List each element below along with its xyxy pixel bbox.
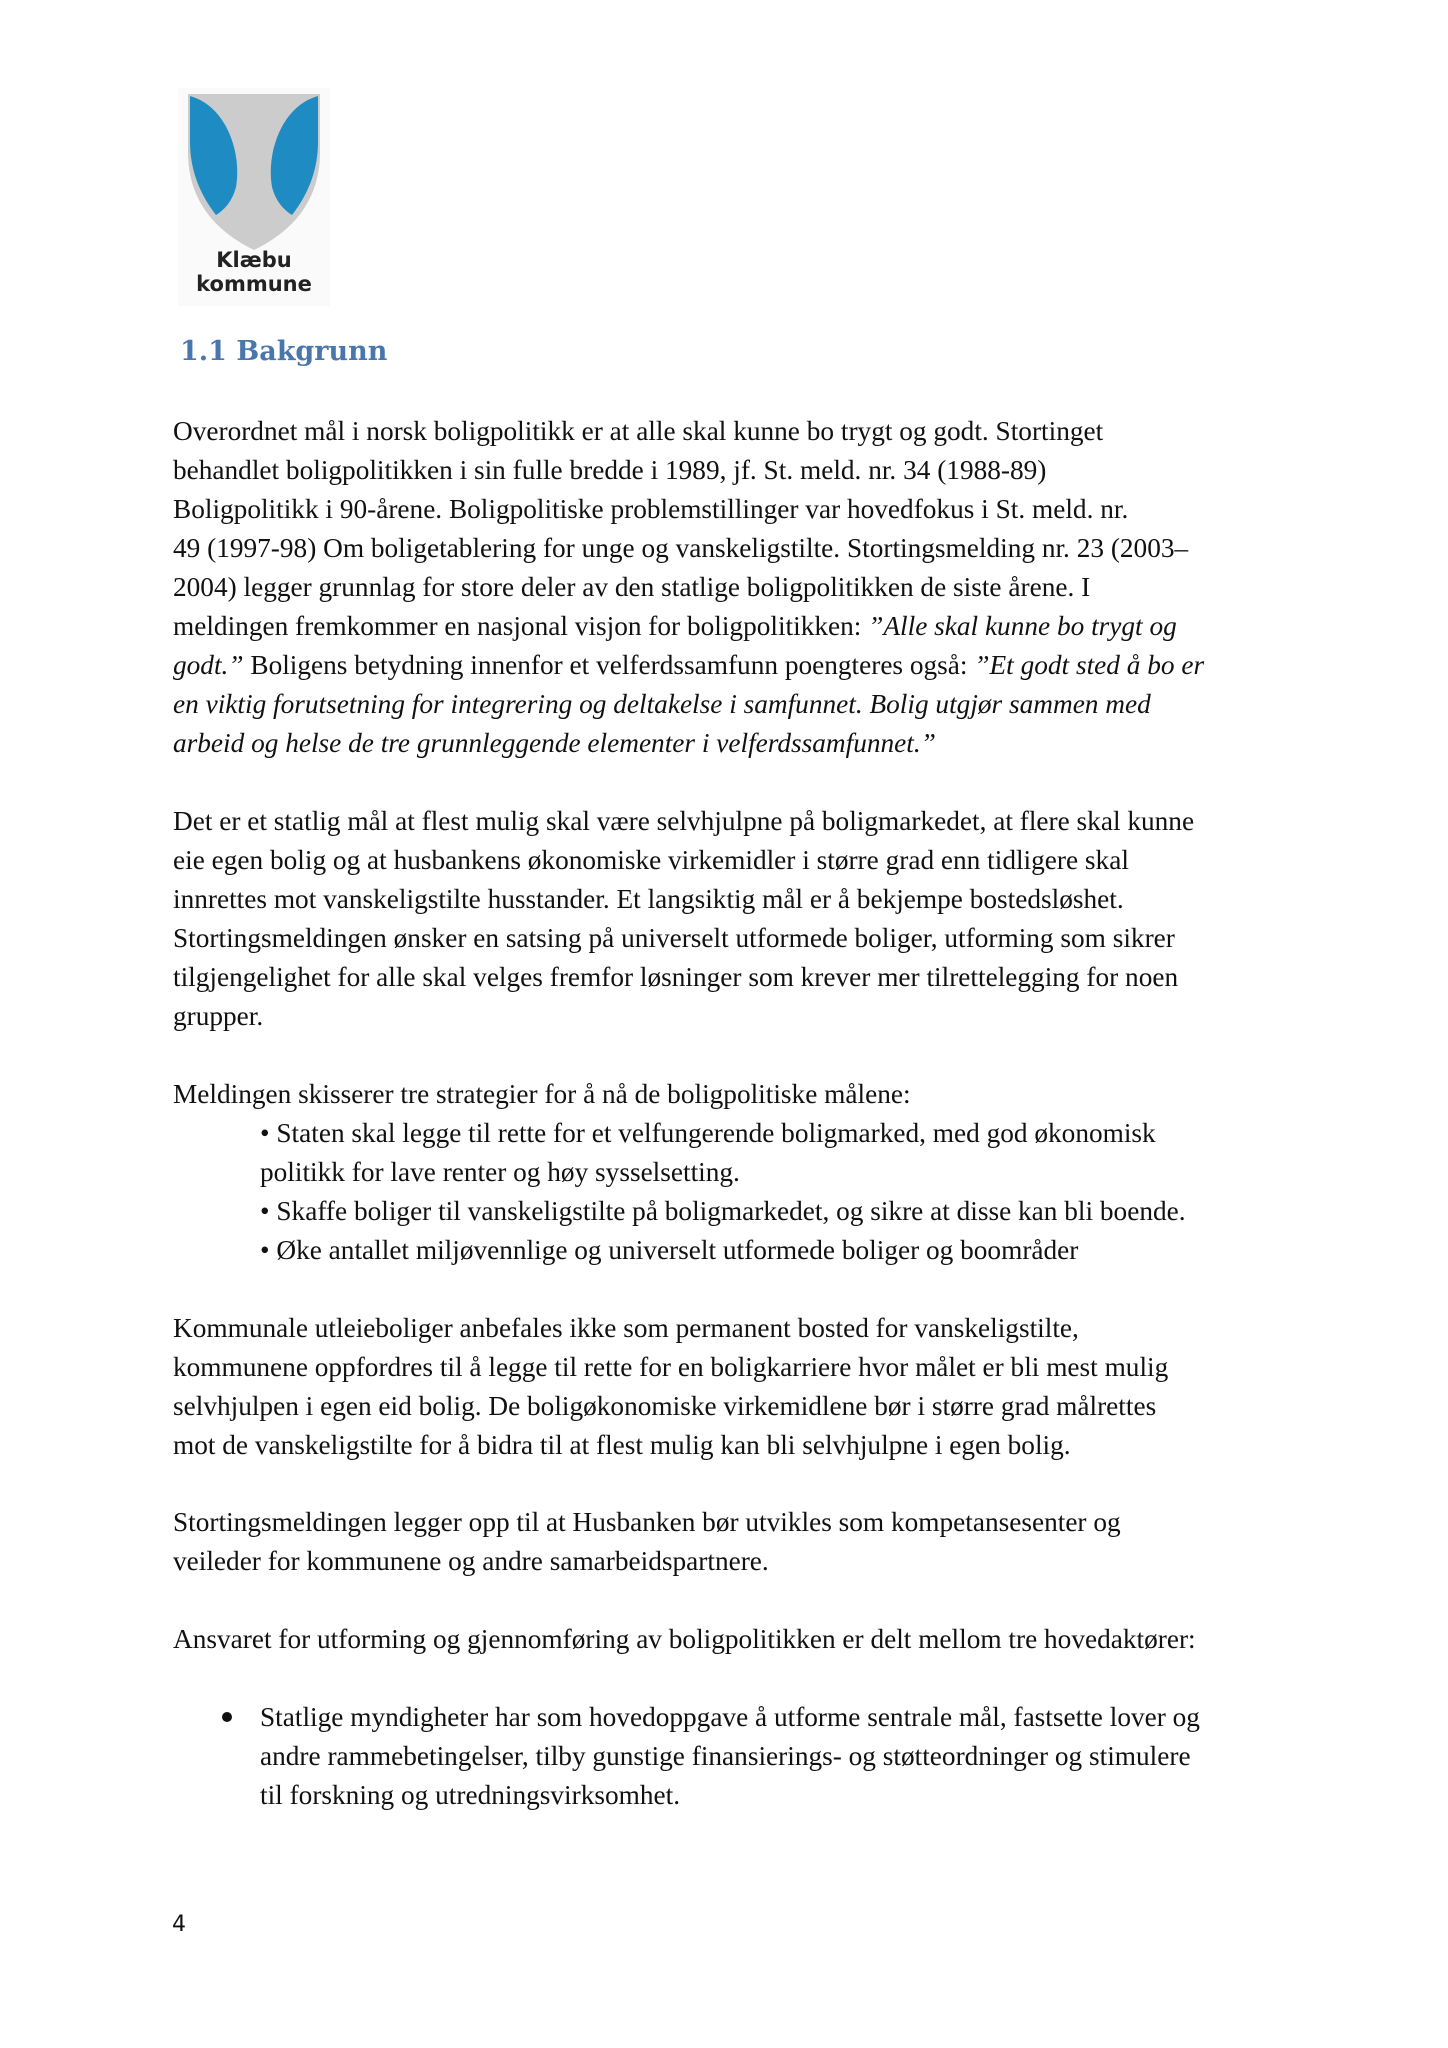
paragraph-state-goals <box>173 802 1194 1036</box>
text-line: 49 (1997-98) Om boligetablering for unge og vanskeligstilte. Stortingsmelding nr. 23 (2003– <box>173 533 1189 563</box>
text-line: andre rammebetingelser, tilby gunstige finansierings- og støtteordninger og stimulere <box>260 1741 1191 1771</box>
text-line: veileder for kommunene og andre samarbeidspartnere. <box>173 1546 769 1576</box>
quote-text: ”Alle skal kunne bo trygt og <box>868 611 1177 641</box>
paragraph-municipal-housing <box>173 1309 1168 1465</box>
strategy-item: • Staten skal legge til rette for et velfungerende boligmarked, med god økonomisk <box>260 1118 1156 1148</box>
text-line: Boligpolitikk i 90-årene. Boligpolitiske problemstillinger var hovedfokus i St. meld. nr. <box>173 494 1129 524</box>
text-span: meldingen fremkommer en nasjonal visjon for boligpolitikken: <box>173 611 869 641</box>
quote-line: arbeid og helse de tre grunnleggende elementer i velferdssamfunnet.” <box>173 728 936 758</box>
text-line: innrettes mot vanskeligstilte husstander. Et langsiktig mål er å bekjempe bostedsløshet. <box>173 884 1124 914</box>
text-line: Overordnet mål i norsk boligpolitikk er at alle skal kunne bo trygt og godt. Stortinget <box>173 416 1104 446</box>
text-line: Ansvaret for utforming og gjennomføring av boligpolitikken er delt mellom tre hovedaktører: <box>173 1624 1196 1654</box>
strategies-intro <box>173 1075 911 1114</box>
text-line: eie egen bolig og at husbankens økonomiske virkemidler i større grad enn tidligere skal <box>173 845 1129 875</box>
text-line: Statlige myndigheter har som hovedoppgave å utforme sentrale mål, fastsette lover og <box>260 1702 1200 1732</box>
strategy-item: • Øke antallet miljøvennlige og universelt utformede boliger og boområder <box>260 1235 1079 1265</box>
strategies-list <box>260 1114 1186 1270</box>
paragraph-husbanken <box>173 1503 1121 1581</box>
quote-line: en viktig forutsetning for integrering og deltakelse i samfunnet. Bolig utgjør sammen med <box>173 689 1151 719</box>
text-line: Meldingen skisserer tre strategier for å nå de boligpolitiske målene: <box>173 1079 911 1109</box>
bullet-icon <box>222 1712 232 1722</box>
text-line: Stortingsmeldingen legger opp til at Husbanken bør utvikles som kompetansesenter og <box>173 1507 1121 1537</box>
text-line: tilgjengelighet for alle skal velges fremfor løsninger som krever mer tilrettelegging for noen <box>173 962 1179 992</box>
quote-text: godt.” <box>173 650 244 680</box>
logo-text-klaebu: Klæbu <box>216 248 292 272</box>
logo-text-kommune: kommune <box>196 272 312 296</box>
paragraph-responsibility <box>173 1620 1196 1659</box>
text-line <box>173 646 1204 685</box>
text-line: til forskning og utredningsvirksomhet. <box>260 1780 681 1810</box>
quote-text: ”Et godt sted å bo er <box>974 650 1205 680</box>
text-line: 2004) legger grunnlag for store deler av den statlige boligpolitikken de siste årene. I <box>173 572 1091 602</box>
text-line: mot de vanskeligstilte for å bidra til at flest mulig kan bli selvhjulpne i egen bolig. <box>173 1430 1071 1460</box>
actors-list-item <box>260 1698 1200 1815</box>
page-number: 4 <box>172 1912 186 1937</box>
paragraph-background <box>173 412 1204 763</box>
strategy-item-continuation: politikk for lave renter og høy sysselsetting. <box>260 1157 740 1187</box>
text-span: Boligens betydning innenfor et velferdssamfunn poengteres også: <box>243 650 975 680</box>
text-line: Kommunale utleieboliger anbefales ikke som permanent bosted for vanskeligstilte, <box>173 1313 1079 1343</box>
text-line: Det er et statlig mål at flest mulig skal være selvhjulpne på boligmarkedet, at flere skal kunne <box>173 806 1195 836</box>
text-line: behandlet boligpolitikken i sin fulle bredde i 1989, jf. St. meld. nr. 34 (1988-89) <box>173 455 1047 485</box>
strategy-item: • Skaffe boliger til vanskeligstilte på boligmarkedet, og sikre at disse kan bli boende. <box>260 1196 1186 1226</box>
section-heading: 1.1 Bakgrunn <box>180 336 388 367</box>
text-line <box>173 607 1204 646</box>
text-line: grupper. <box>173 1001 264 1031</box>
klaebu-kommune-logo <box>178 88 330 306</box>
text-line: kommunene oppfordres til å legge til rette for en boligkarriere hvor målet er bli mest mulig <box>173 1352 1169 1382</box>
text-line: selvhjulpen i egen eid bolig. De boligøkonomiske virkemidlene bør i større grad målrettes <box>173 1391 1157 1421</box>
coat-of-arms-icon <box>186 92 322 252</box>
text-line: Stortingsmeldingen ønsker en satsing på universelt utformede boliger, utforming som sikrer <box>173 923 1175 953</box>
